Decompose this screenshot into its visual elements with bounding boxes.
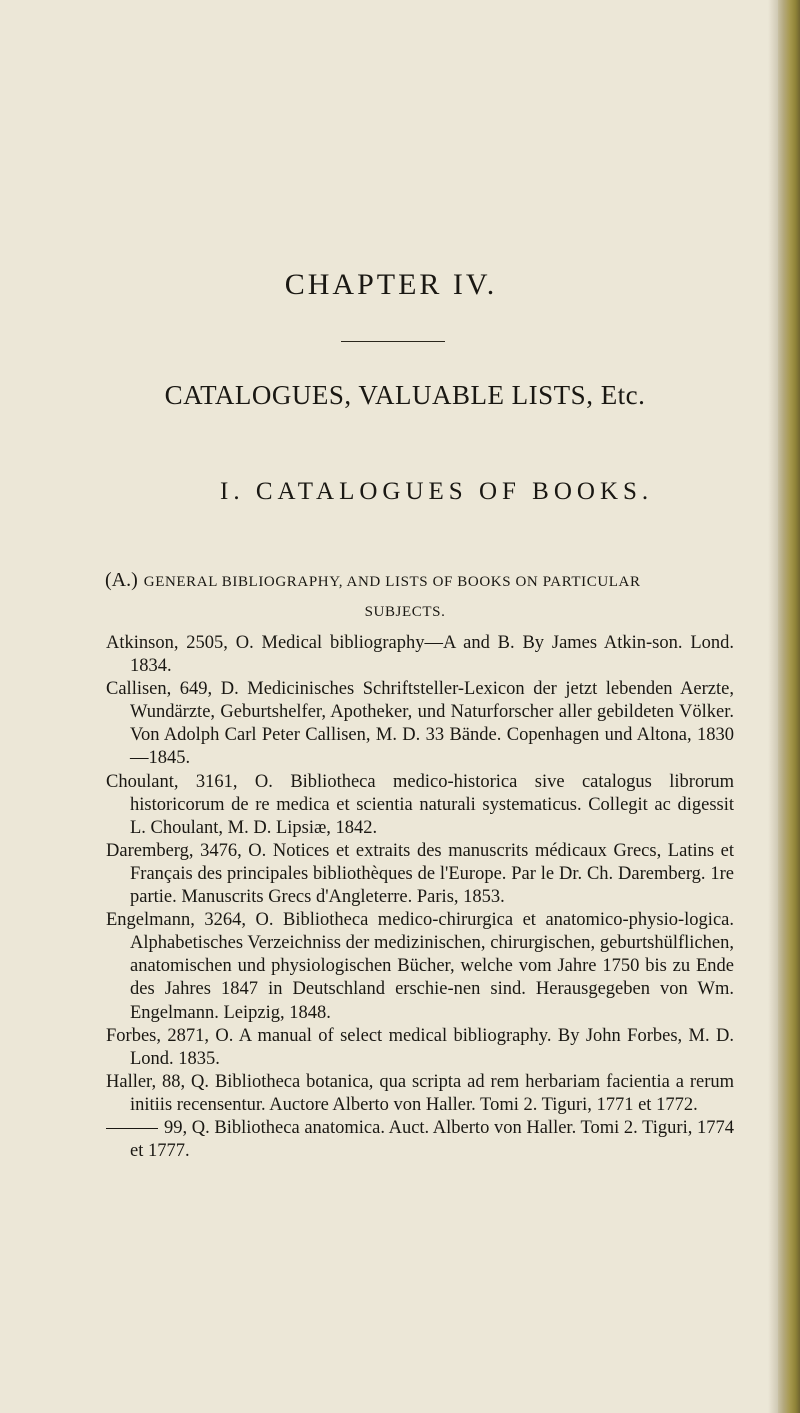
sub-title: I. CATALOGUES OF BOOKS. xyxy=(220,478,654,505)
catalogue-entries xyxy=(106,632,734,1163)
ditto-dash xyxy=(106,1128,158,1129)
continuation-text: 99, Q. Bibliotheca anatomica. Auct. Alberto von Haller. Tomi 2. Tiguri, 1774 et 1777. xyxy=(130,1117,734,1162)
catalogue-entry: Callisen, 649, D. Medicinisches Schriftsteller-Lexicon der jetzt lebenden Aerzte, Wundärzte, Geburtshelfer, Apotheker, und Naturforscher aller gebildeten Völker. Von Adolph Carl Peter Callisen, M. D. 33 Bände. Copenhagen und Altona, 1830—1845. xyxy=(106,679,734,769)
page-edge-shadow xyxy=(778,0,800,1413)
chapter-heading: CHAPTER IV. xyxy=(284,268,498,301)
catalogue-entry: Haller, 88, Q. Bibliotheca botanica, qua scripta ad rem herbariam facientia a rerum initiis recensentur. Auctore Alberto von Haller. Tomi 2. Tiguri, 1771 et 1772. xyxy=(106,1071,734,1115)
sub-heading xyxy=(105,565,725,627)
catalogue-entry-continued xyxy=(106,1117,734,1163)
sub-heading-line1: GENERAL BIBLIOGRAPHY, AND LISTS OF BOOKS ON PARTICULAR xyxy=(143,574,641,590)
sub-heading-line2: SUBJECTS. xyxy=(364,604,446,620)
section-title: CATALOGUES, VALUABLE LISTS, Etc. xyxy=(164,380,646,410)
catalogue-entry: Engelmann, 3264, O. Bibliotheca medico-chirurgica et anatomico-physio-logica. Alphabetisches Verzeichniss der medizinischen, chirurgischen, geburtshülflichen, anatomischen und physiologischen Bücher, welche vom Jahre 1750 bis zu Ende des Jahres 1847 in Deutschland erschie-nen sind. Herausgegeben von Wm. Engelmann. Leipzig, 1848. xyxy=(106,910,734,1023)
heading-rule xyxy=(341,341,445,342)
catalogue-entry: Atkinson, 2505, O. Medical bibliography—A and B. By James Atkin-son. Lond. 1834. xyxy=(106,633,734,677)
catalogue-entry: Daremberg, 3476, O. Notices et extraits des manuscrits médicaux Grecs, Latins et Français des principales bibliothèques de l'Europe. Par le Dr. Ch. Daremberg. 1re partie. Manuscrits Grecs d'Angleterre. Paris, 1853. xyxy=(106,840,734,908)
sub-heading-label: (A.) xyxy=(105,569,138,591)
catalogue-entry: Forbes, 2871, O. A manual of select medical bibliography. By John Forbes, M. D. Lond. 1835. xyxy=(106,1025,734,1069)
catalogue-entry: Choulant, 3161, O. Bibliotheca medico-historica sive catalogus librorum historicorum de re medica et scientia naturali systematicus. Collegit ac digessit L. Choulant, M. D. Lipsiæ, 1842. xyxy=(106,771,734,838)
